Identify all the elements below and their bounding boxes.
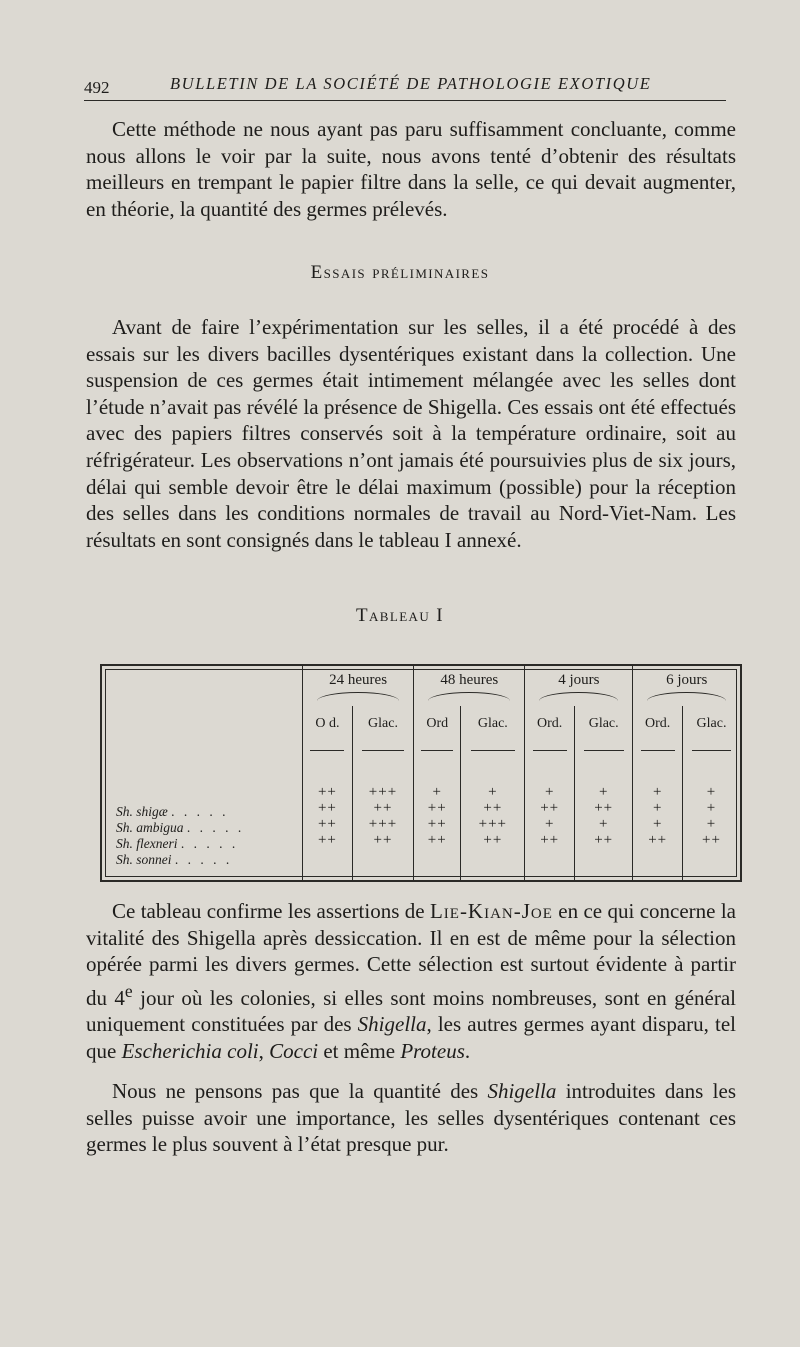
table-title: Tableau I	[355, 605, 444, 626]
paragraph-preliminary-tests: Avant de faire l’expérimentation sur les selles, il a été procédé à des essais sur les divers bacilles dysentériques existant dans la collection. Une suspension de ces germes était intimement mélangée avec les selles dont l’étude n’avait pas révélé la présence de Shigella. Ces essais ont été effectués avec des papiers filtres conservés soit à la température ordinaire, soit au réfrigérateur. Les observations n’ont jamais été poursuivies plus de six jours, délai qui semble devoir être le délai maximum (possible) pour la réception des selles dans les conditions normales de travail au Nord-Viet-Nam. Les résultats en sont consignés dans le tableau I annexé.	[86, 315, 736, 552]
group-48h: 48 heures	[414, 666, 525, 706]
running-title: BULLETIN DE LA SOCIÉTÉ DE PATHOLOGIE EXOTIQUE	[170, 74, 652, 93]
subheader: Ord.	[633, 706, 683, 742]
subheader: O d.	[303, 706, 353, 742]
value-column: +++ ++ +++ ++	[352, 752, 413, 880]
subheader: Glac.	[352, 706, 413, 742]
subheader: Glac.	[461, 706, 525, 742]
subheader: Ord.	[525, 706, 575, 742]
value-column: + + + ++	[682, 752, 740, 880]
value-column: + + + ++	[633, 752, 683, 880]
subheader: Glac.	[574, 706, 632, 742]
value-column: + ++ +++ ++	[461, 752, 525, 880]
group-4j: 4 jours	[525, 666, 633, 706]
paragraph-method: Cette méthode ne nous ayant pas paru suffisamment concluante, comme nous allons le voir par la suite, nous avons tenté d’obtenir des résultats meilleurs en trempant le papier filtre dans la selle, ce qui devait augmenter, en théorie, la quantité des germes prélevés.	[86, 117, 736, 221]
species-list	[102, 752, 303, 880]
results-table	[100, 664, 742, 882]
paragraph-conclusion: Nous ne pensons pas que la quantité des Shigella introduites dans les selles puisse avoir une importance, les selles dysentériques contenant ces germes le plus souvent à l’état presque pur.	[86, 1079, 736, 1157]
section-heading: Essais préliminaires	[310, 262, 490, 283]
species-name: Sh. flexneri . . . . .	[116, 836, 239, 851]
page-header	[84, 70, 726, 101]
group-24h: 24 heures	[303, 666, 414, 706]
species-name: Sh. sonnei . . . . .	[116, 852, 233, 867]
subheader: Ord	[414, 706, 461, 742]
value-column: + ++ + ++	[574, 752, 632, 880]
group-6j: 6 jours	[633, 666, 740, 706]
species-name: Sh. shigæ . . . . .	[116, 804, 229, 819]
paragraph-table-commentary: Ce tableau confirme les assertions de Lie-Kian-Joe en ce qui concerne la vitalité des Shigella après dessiccation. Il en est de même pour la sélection opérée parmi les divers germes. Cette sélection est surtout évidente à partir du 4e jour où les colonies, si elles sont moins nombreuses, sont en général uniquement constituées par des Shigella, les autres germes ayant disparu, tel que Escherichia coli, Cocci et même Proteus.	[86, 899, 737, 1063]
species-name: Sh. ambigua . . . . .	[116, 820, 245, 835]
value-column: + ++ ++ ++	[414, 752, 461, 880]
table-corner	[102, 666, 303, 752]
page-number: 492	[84, 78, 110, 97]
value-column: + ++ + ++	[525, 752, 575, 880]
subheader: Glac.	[682, 706, 740, 742]
value-column: ++ ++ ++ ++	[303, 752, 353, 880]
